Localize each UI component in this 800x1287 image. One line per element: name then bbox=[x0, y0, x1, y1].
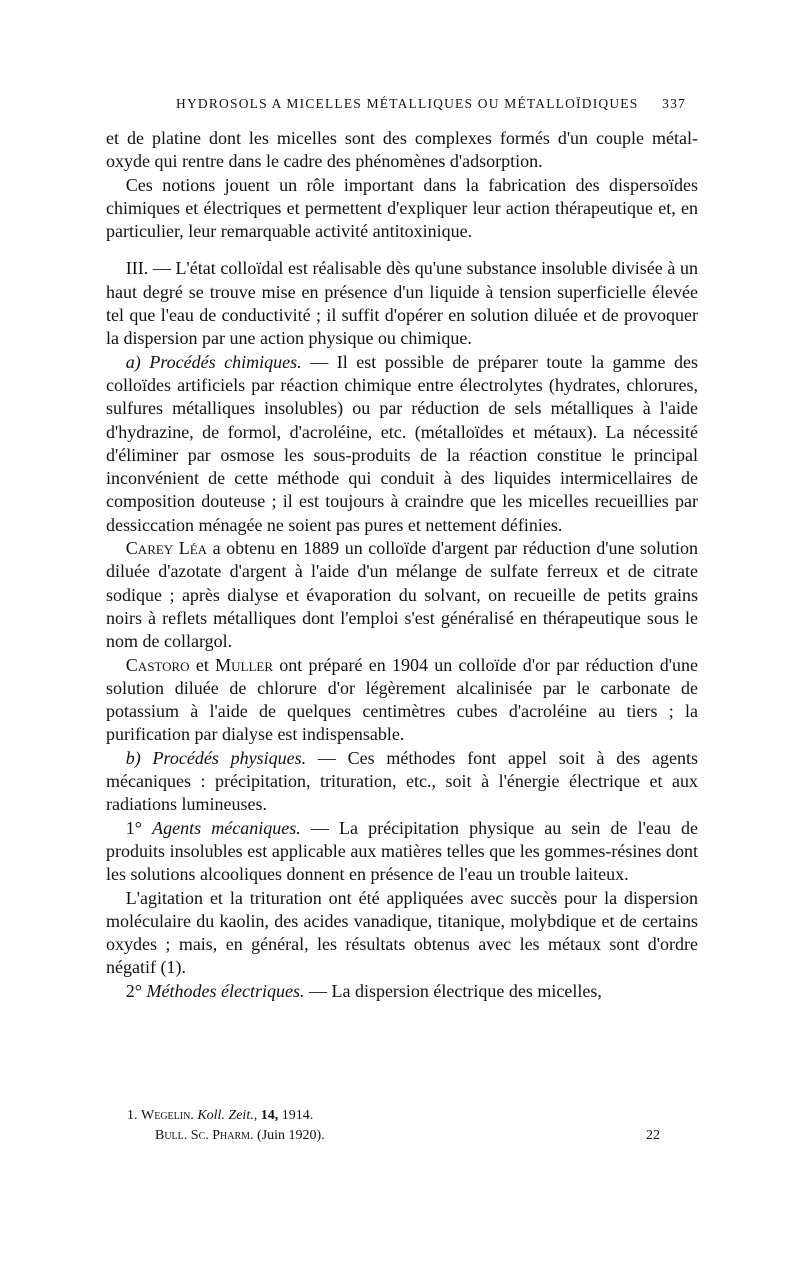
footnote-year: 1914. bbox=[281, 1108, 314, 1123]
paragraph-3: III. — L'état colloïdal est réalisable dès qu'une substance insoluble divisée à un haut degré se trouve mise en présence d'un liquide à tension superficielle élevée tel que l'eau de conductivité ; il suffit d'opérer en solution diluée et de provoquer la dispersion par une action physique ou chimique. bbox=[106, 258, 698, 349]
paragraph-7 bbox=[106, 747, 698, 817]
page-number: 337 bbox=[662, 96, 686, 111]
subheading-mechanical: Agents mécaniques. bbox=[152, 817, 301, 838]
signature-number: 22 bbox=[646, 1128, 660, 1143]
running-header bbox=[176, 96, 686, 112]
body-text bbox=[106, 127, 698, 1003]
paragraph-9-text: L'agitation et la trituration ont été appliquées avec succès pour la dispersion moléculaire du kaolin, des acides vanadique, titanique, molybdique et de certains oxydes ; mais, en général, les résultats obtenus avec les métaux sont d'ordre négatif bbox=[106, 887, 698, 978]
paragraph-7-text: — Ces méthodes font appel soit à des agents mécaniques : précipitation, trituration, etc., soit à l'énergie électrique et aux radiations lumineuses. bbox=[106, 747, 698, 815]
paragraph-5-text: a obtenu en 1889 un colloïde d'argent par réduction d'une solution diluée d'azotate d'argent à l'aide d'un mélange de sulfate ferreux et de citrate sodique ; après dialyse et évaporation du solvant, on recueille de petits grains noirs à reflets métalliques dont l'emploi s'est généralisé en thérapeutique sous le nom de collargol. bbox=[106, 538, 699, 652]
footnote-number: 1. bbox=[127, 1108, 138, 1123]
footnote-author: Wegelin. bbox=[141, 1108, 194, 1123]
list-number: 2° bbox=[125, 980, 147, 1001]
paragraph-2: Ces notions jouent un rôle important dans la fabrication des dispersoïdes chimiques et électriques et permettent d'expliquer leur action thérapeutique et, en particulier, leur remarquable activité antitoxinique. bbox=[106, 174, 698, 242]
bulletin-name: Bull. Sc. Pharm. bbox=[155, 1128, 254, 1143]
paragraph-6 bbox=[106, 654, 698, 747]
running-title: HYDROSOLS A MICELLES MÉTALLIQUES OU MÉTALLOÏDIQUES bbox=[176, 96, 639, 111]
footnote-reference[interactable]: (1). bbox=[155, 957, 186, 978]
subheading-electrical: Méthodes électriques. bbox=[146, 980, 305, 1001]
paragraph-10-text: — La dispersion électrique des micelles, bbox=[304, 980, 602, 1001]
footnote-journal: Koll. Zeit., bbox=[197, 1108, 258, 1123]
author-name: Castoro bbox=[125, 654, 190, 675]
bulletin-footline bbox=[155, 1128, 660, 1144]
bulletin-date: (Juin 1920). bbox=[257, 1128, 325, 1143]
paragraph-8-text: — La précipitation physique au sein de l'eau de produits insolubles est applicable aux matières telles que les gommes-résines dont les solutions alcooliques donnent en présence de l'eau un trouble laiteux. bbox=[106, 817, 698, 885]
paragraph-1: et de platine dont les micelles sont des complexes formés d'un couple métal-oxyde qui rentre dans le cadre des phénomènes d'adsorption. bbox=[106, 128, 698, 172]
paragraph-9 bbox=[106, 887, 698, 980]
paragraph-10 bbox=[106, 980, 698, 1003]
paragraph-4 bbox=[106, 351, 698, 537]
paragraph-5 bbox=[106, 537, 698, 653]
section-heading-chemical: a) Procédés chimiques. bbox=[125, 351, 302, 372]
author-name: Muller bbox=[215, 654, 273, 675]
paragraph-8 bbox=[106, 817, 698, 887]
author-name: Carey Léa bbox=[125, 538, 208, 559]
paragraph-4-text: — Il est possible de préparer toute la gamme des colloïdes artificiels par réaction chimique entre électrolytes (hydrates, chlorures, sulfures métalliques insolubles) ou par réduction de sels métalliques à l'aide d'hydrazine, de formol, d'acroléine, etc. (métalloïdes et métaux). La nécessité d'éliminer par osmose les sous-produits de la réaction constitue le principal inconvénient de cette méthode qui conduit à des liquides intermicellaires de composition douteuse ; il est toujours à craindre que les micelles recueillies par dessiccation ménagée ne soient pas pures et nettement définies. bbox=[106, 351, 698, 535]
footnote bbox=[127, 1104, 671, 1128]
section-heading-physical: b) Procédés physiques. bbox=[125, 747, 307, 768]
footnote-volume: 14, bbox=[260, 1108, 279, 1123]
conjunction: et bbox=[189, 654, 216, 675]
paragraph-6-text: ont préparé en 1904 un colloïde d'or par réduction d'une solution diluée de chlorure d'or légèrement alcalinisée par le carbonate de potassium à l'aide de quelques centimètres cubes d'acroléine au tiers ; la purification par dialyse est indispensable. bbox=[106, 654, 698, 745]
bulletin-reference bbox=[155, 1128, 325, 1144]
list-number: 1° bbox=[125, 817, 153, 838]
